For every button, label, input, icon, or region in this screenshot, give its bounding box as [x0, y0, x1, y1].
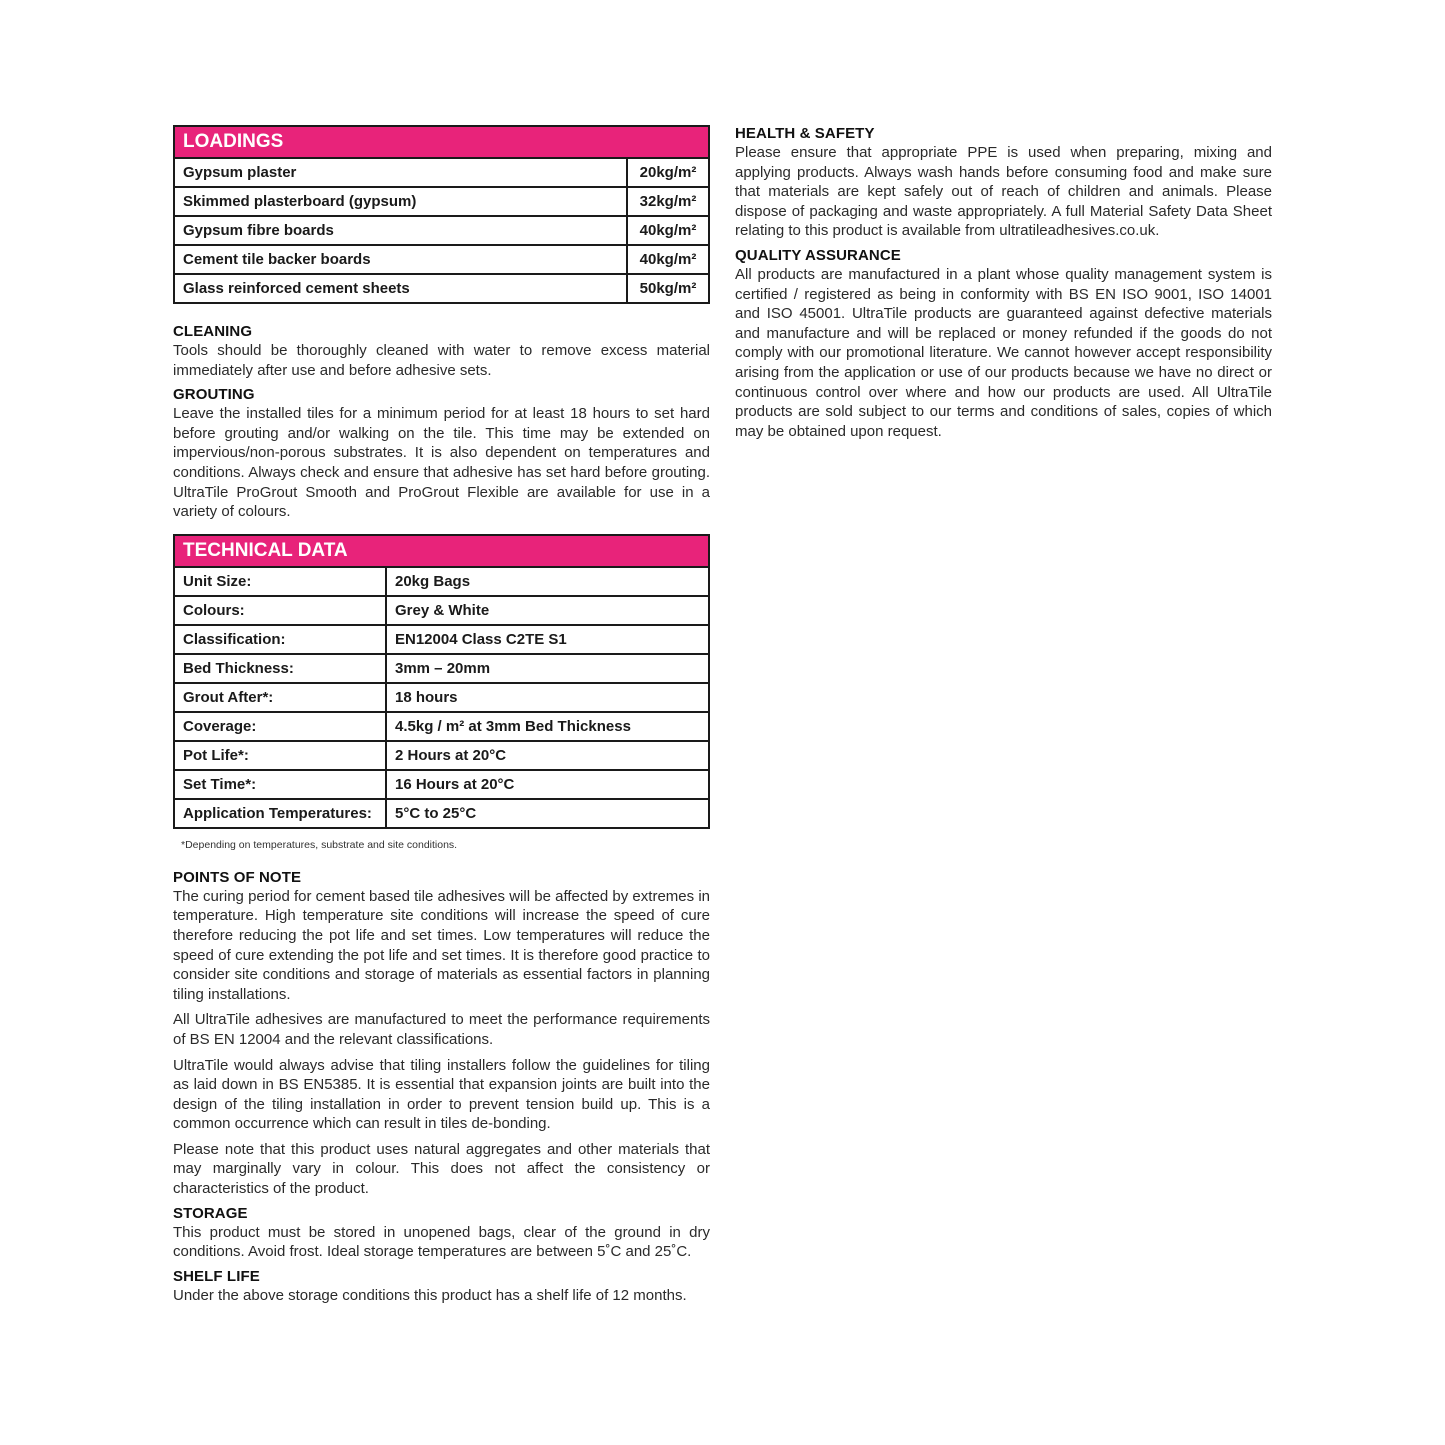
- table-row: [174, 741, 709, 770]
- points-of-note-paragraph: UltraTile would always advise that tiling installers follow the guidelines for tiling as laid down in BS EN5385. It is essential that expansion joints are built into the design of the tiling installation in order to prevent tension build up. This is a common occurrence which can result in tiles de-bonding.: [173, 1056, 710, 1133]
- loading-label: Gypsum fibre boards: [174, 216, 627, 245]
- left-column: [173, 125, 710, 1305]
- tech-value: 2 Hours at 20°C: [386, 741, 709, 770]
- storage-heading: STORAGE: [173, 1204, 248, 1222]
- loading-label: Gypsum plaster: [174, 158, 627, 187]
- tech-value: 20kg Bags: [386, 567, 709, 596]
- tech-value: EN12004 Class C2TE S1: [386, 625, 709, 654]
- loading-label: Glass reinforced cement sheets: [183, 280, 410, 297]
- table-row: [174, 712, 709, 741]
- loading-value: 50kg/m²: [627, 274, 709, 303]
- points-of-note-paragraph: The curing period for cement based tile adhesives will be affected by extremes in temperature. High temperature site conditions will increase the speed of cure therefore reducing the pot life and set times. Low temperatures will reduce the speed of cure extending the pot life and set times. It is therefore good practice to consider site conditions and storage of materials as essential factors in planning tiling installations.: [173, 887, 710, 1003]
- tech-label: Application Temperatures:: [183, 804, 372, 822]
- tech-label: Colours:: [174, 596, 386, 625]
- shelf-life-text: Under the above storage conditions this product has a shelf life of 12 months.: [173, 1286, 687, 1304]
- tech-value: 4.5kg / m² at 3mm Bed Thickness: [386, 712, 709, 741]
- tech-value: 3mm – 20mm: [386, 654, 709, 683]
- health-safety-heading: HEALTH & SAFETY: [735, 125, 875, 142]
- loadings-title: LOADINGS: [174, 126, 709, 158]
- technical-data-table: [173, 534, 710, 829]
- shelf-life-section: [173, 1267, 710, 1306]
- loading-value: 40kg/m²: [627, 245, 709, 274]
- grouting-text: Leave the installed tiles for a minimum period for at least 18 hours to set hard before grouting and/or walking on the tile. This time may be extended on impervious/non-porous substrates. It is also dependent on temperatures and conditions. Always check and ensure that adhesive has set hard before grouting. UltraTile ProGrout Smooth and ProGrout Flexible are available for use in a variety of colours.: [173, 405, 710, 521]
- tech-value: 5°C to 25°C: [386, 799, 709, 828]
- technical-footnote: *Depending on temperatures, substrate and site conditions.: [181, 838, 458, 851]
- cleaning-text: Tools should be thoroughly cleaned with water to remove excess material immediately after use and before adhesive sets.: [173, 342, 710, 379]
- table-row: [174, 799, 709, 828]
- technical-data-title: TECHNICAL DATA: [174, 535, 709, 567]
- storage-text: This product must be stored in unopened bags, clear of the ground in dry conditions. Avoid frost. Ideal storage temperatures are between 5˚C and 25˚C.: [173, 1223, 710, 1261]
- points-of-note-paragraph: Please note that this product uses natural aggregates and other materials that may marginally vary in colour. This does not affect the consistency or characteristics of the product.: [173, 1140, 710, 1198]
- shelf-life-heading: SHELF LIFE: [173, 1267, 260, 1285]
- cleaning-heading: CLEANING: [173, 323, 253, 340]
- tech-label: Bed Thickness:: [174, 654, 386, 683]
- quality-assurance-heading: QUALITY ASSURANCE: [735, 246, 901, 264]
- loading-label: Skimmed plasterboard (gypsum): [174, 187, 627, 216]
- health-safety-text: Please ensure that appropriate PPE is used when preparing, mixing and applying products. Always wash hands before consuming food and make sure that materials are kept safely out of reach of children and animals. Please dispose of packaging and waste appropriately. A full Material Safety Data Sheet relating to this product is available from ultratileadhesives.co.uk.: [735, 144, 1272, 240]
- table-row: [174, 274, 709, 303]
- storage-section: [173, 1204, 710, 1262]
- loading-value: 20kg/m²: [627, 158, 709, 187]
- table-row: [174, 216, 709, 245]
- cleaning-section: [173, 322, 710, 380]
- technical-data-section: [173, 534, 710, 852]
- grouting-heading: GROUTING: [173, 386, 255, 404]
- loading-label: Cement tile backer boards: [174, 245, 627, 274]
- tech-label: Classification:: [174, 625, 386, 654]
- loadings-table: [173, 125, 710, 304]
- table-row: [174, 596, 709, 625]
- table-row: [174, 770, 709, 799]
- table-row: [174, 654, 709, 683]
- tech-label: Grout After*:: [174, 683, 386, 712]
- loading-value: 32kg/m²: [627, 187, 709, 216]
- table-row: [174, 625, 709, 654]
- table-row: [174, 683, 709, 712]
- tech-label: Set Time*:: [174, 770, 386, 799]
- tech-value: 18 hours: [386, 683, 709, 712]
- quality-assurance-text: All products are manufactured in a plant whose quality management system is certified / registered as being in conformity with BS EN ISO 9001, ISO 14001 and ISO 45001. UltraTile products are guaranteed against defective materials and manufacture and will be replaced or money refunded if the goods do not comply with our promotional literature. We cannot however accept responsibility arising from the application or use of our products because we have no direct or continuous control over where and how our products are used. All UltraTile products are sold subject to our terms and conditions of sales, copies of which may be obtained upon request.: [735, 265, 1272, 440]
- loading-value: 40kg/m²: [627, 216, 709, 245]
- points-of-note-section: [173, 868, 710, 1199]
- table-row: [174, 567, 709, 596]
- tech-label: Unit Size:: [174, 567, 386, 596]
- health-safety-section: [735, 124, 1272, 241]
- tech-label: Pot Life*:: [174, 741, 386, 770]
- table-row: [174, 187, 709, 216]
- points-of-note-paragraph: All UltraTile adhesives are manufactured to meet the performance requirements of BS EN 12004 and the relevant classifications.: [173, 1011, 710, 1048]
- table-row: [174, 158, 709, 187]
- quality-assurance-section: [735, 246, 1272, 441]
- right-column: [735, 124, 1272, 441]
- grouting-section: [173, 385, 710, 522]
- tech-label: Coverage:: [174, 712, 386, 741]
- points-of-note-heading: POINTS OF NOTE: [173, 868, 302, 886]
- tech-value: Grey & White: [386, 596, 709, 625]
- tech-value: 16 Hours at 20°C: [386, 770, 709, 799]
- table-row: [174, 245, 709, 274]
